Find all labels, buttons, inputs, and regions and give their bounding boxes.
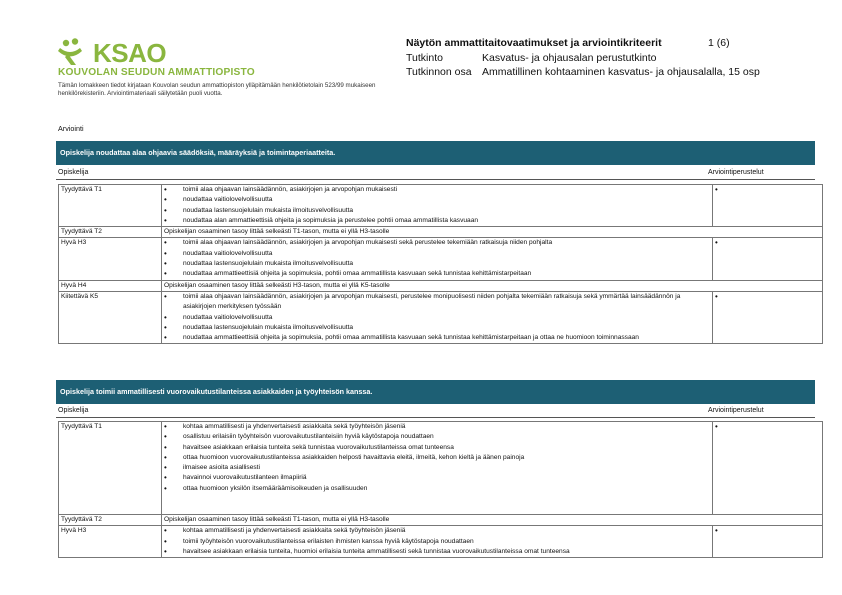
list-item: • toimii alaa ohjaavan lainsäädännön, asiakirjojen ja arvopohjan mukaisesti	[183, 185, 710, 195]
col-opiskelija: Opiskelija	[58, 169, 89, 176]
table-row	[59, 227, 823, 238]
list-item: • noudattaa alan ammattieettisiä ohjeita ja sopimuksia ja perustelee pohtii omaa ammatillista kasvuaan	[183, 216, 710, 226]
list-item: • noudattaa lastensuojelulain mukaista ilmoitusvelvollisuutta	[183, 206, 710, 216]
assessment-cell[interactable]: •	[713, 422, 823, 515]
ksao-logo-icon	[58, 38, 92, 66]
list-item: • noudattaa ammattieettisiä ohjeita ja sopimuksia, pohtii omaa ammatillista kasvuaan sekä tunnistaa kehittämistarpeitaan ja ottaa ne huomioon toiminnassaan	[183, 333, 710, 343]
page-number: 1 (6)	[708, 37, 730, 49]
list-item: • noudattaa lastensuojelulain mukaista ilmoitusvelvollisuutta	[183, 323, 710, 333]
list-item: • toimii alaa ohjaavan lainsäädännön, asiakirjojen ja arvopohjan mukaisesti sekä perustelee tekemiään ratkaisuja niiden pohjalta	[183, 238, 710, 248]
section-1-subheader	[56, 166, 815, 180]
table-row	[59, 238, 823, 280]
list-item: • noudattaa ammattieettisiä ohjeita ja sopimuksia, pohtii omaa ammatillista kasvuaan sekä tunnistaa kehittämistarpeitaan	[183, 269, 710, 279]
level-label: Kiitettävä K5	[59, 291, 162, 343]
criteria-cell	[162, 526, 713, 558]
list-item: • noudattaa vaitiolovelvollisuutta	[183, 249, 710, 259]
section-2-table	[58, 421, 823, 558]
criteria-cell: Opiskelijan osaaminen tasoy littää selkeästi T1-tason, mutta ei yllä H3-tasolle	[162, 515, 823, 526]
list-item: • osallistuu erilaisiin työyhteisön vuorovaikutustilanteisiin hyviä käytöstapoja noudattaen	[183, 432, 710, 442]
list-item: • noudattaa lastensuojelulain mukaista ilmoitusvelvollisuutta	[183, 259, 710, 269]
level-label: Hyvä H3	[59, 526, 162, 558]
criteria-cell	[162, 291, 713, 343]
table-row	[59, 515, 823, 526]
level-label: Tyydyttävä T2	[59, 515, 162, 526]
tutkinnon-osa-label: Tutkinnon osa	[406, 66, 472, 78]
assessment-cell[interactable]: •	[713, 526, 823, 558]
section-2-title: Opiskelija toimii ammatillisesti vuorovaikutustilanteissa asiakkaiden ja työyhteisön kanssa.	[56, 380, 815, 404]
tutkinnon-osa-value: Ammatillinen kohtaaminen kasvatus- ja ohjausalalla, 15 osp	[482, 66, 760, 78]
logo-subtitle: KOUVOLAN SEUDUN AMMATTIOPISTO	[58, 67, 255, 78]
col-opiskelija: Opiskelija	[58, 407, 89, 414]
col-arviointiperustelut: Arviointiperustelut	[708, 407, 764, 414]
list-item: • toimii työyhteisön vuorovaikutustilanteissa erilaisten ihmisten kanssa hyviä käytöstapoja noudattaen	[183, 537, 710, 547]
tutkinto-value: Kasvatus- ja ohjausalan perustutkinto	[482, 52, 657, 64]
level-label: Tyydyttävä T2	[59, 227, 162, 238]
level-label: Tyydyttävä T1	[59, 422, 162, 515]
list-item: • toimii alaa ohjaavan lainsäädännön, asiakirjojen ja arvopohjan mukaisesti, perustelee monipuolisesti niiden pohjalta tekemiään ratkaisuja sekä ymmärtää lainsäädännön ja asiakirjojen merkityksen työssään	[183, 292, 710, 313]
list-item: • ilmaisee asioita asiallisesti	[183, 463, 710, 473]
assessment-cell[interactable]: •	[713, 238, 823, 280]
level-label: Hyvä H4	[59, 280, 162, 291]
assessment-cell[interactable]: •	[713, 291, 823, 343]
criteria-cell: Opiskelijan osaaminen tasoy littää selkeästi T1-tason, mutta ei yllä H3-tasolle	[162, 227, 823, 238]
section-1-title: Opiskelija noudattaa alaa ohjaavia säädöksiä, määräyksiä ja toimintaperiaatteita.	[56, 141, 815, 165]
section-2-subheader	[56, 404, 815, 418]
level-label: Hyvä H3	[59, 238, 162, 280]
list-item: • havaitsee asiakkaan erilaisia tunteita, huomioi erilaisia tunteita ammatillisesti sekä tunnistaa vuorovaikutustilanteissa omat tunteensa	[183, 547, 710, 557]
logo-name: KSAO	[93, 38, 167, 68]
tutkinto-label: Tutkinto	[406, 52, 443, 64]
criteria-cell	[162, 422, 713, 515]
doc-title: Näytön ammattitaitovaatimukset ja arviointikriteerit	[406, 37, 662, 49]
assessment-cell[interactable]: •	[713, 185, 823, 227]
table-row	[59, 291, 823, 343]
section-label: Arviointi	[58, 124, 84, 133]
list-item: • ottaa huomioon vuorovaikutustilanteissa asiakkaiden helposti havaittavia eleitä, ilmeitä, kehon kieltä ja äänen painoja	[183, 453, 710, 463]
list-item: • noudattaa vaitiolovelvollisuutta	[183, 195, 710, 205]
list-item: • ottaa huomioon yksilön itsemääräämisoikeuden ja osallisuuden	[183, 484, 710, 494]
privacy-note: Tämän lomakkeen tiedot kirjataan Kouvolan seudun ammattiopiston ylläpitämään henkilötietolain 523/99 mukaiseen henkilörekisteriin. Arviointimateriaali säilytetään puoli vuotta.	[58, 82, 376, 97]
table-row	[59, 526, 823, 558]
level-label: Tyydyttävä T1	[59, 185, 162, 227]
list-item: • noudattaa vaitiolovelvollisuutta	[183, 313, 710, 323]
criteria-cell	[162, 238, 713, 280]
criteria-cell: Opiskelijan osaaminen tasoy littää selkeästi H3-tason, mutta ei yllä K5-tasolle	[162, 280, 823, 291]
doc-title-row	[406, 37, 662, 50]
col-arviointiperustelut: Arviointiperustelut	[708, 169, 764, 176]
table-row	[59, 422, 823, 515]
table-row	[59, 280, 823, 291]
criteria-cell	[162, 185, 713, 227]
section-1-table	[58, 184, 823, 344]
list-item: • kohtaa ammatillisesti ja yhdenvertaisesti asiakkaita sekä työyhteisön jäseniä	[183, 422, 710, 432]
table-row	[59, 185, 823, 227]
list-item: • kohtaa ammatillisesti ja yhdenvertaisesti asiakkaita sekä työyhteisön jäseniä	[183, 526, 710, 536]
list-item: • havaitsee asiakkaan erilaisia tunteita sekä tunnistaa vuorovaikutustilanteissa omat tunteensa	[183, 443, 710, 453]
list-item: • havainnoi vuorovaikutustilanteen ilmapiiriä	[183, 473, 710, 483]
